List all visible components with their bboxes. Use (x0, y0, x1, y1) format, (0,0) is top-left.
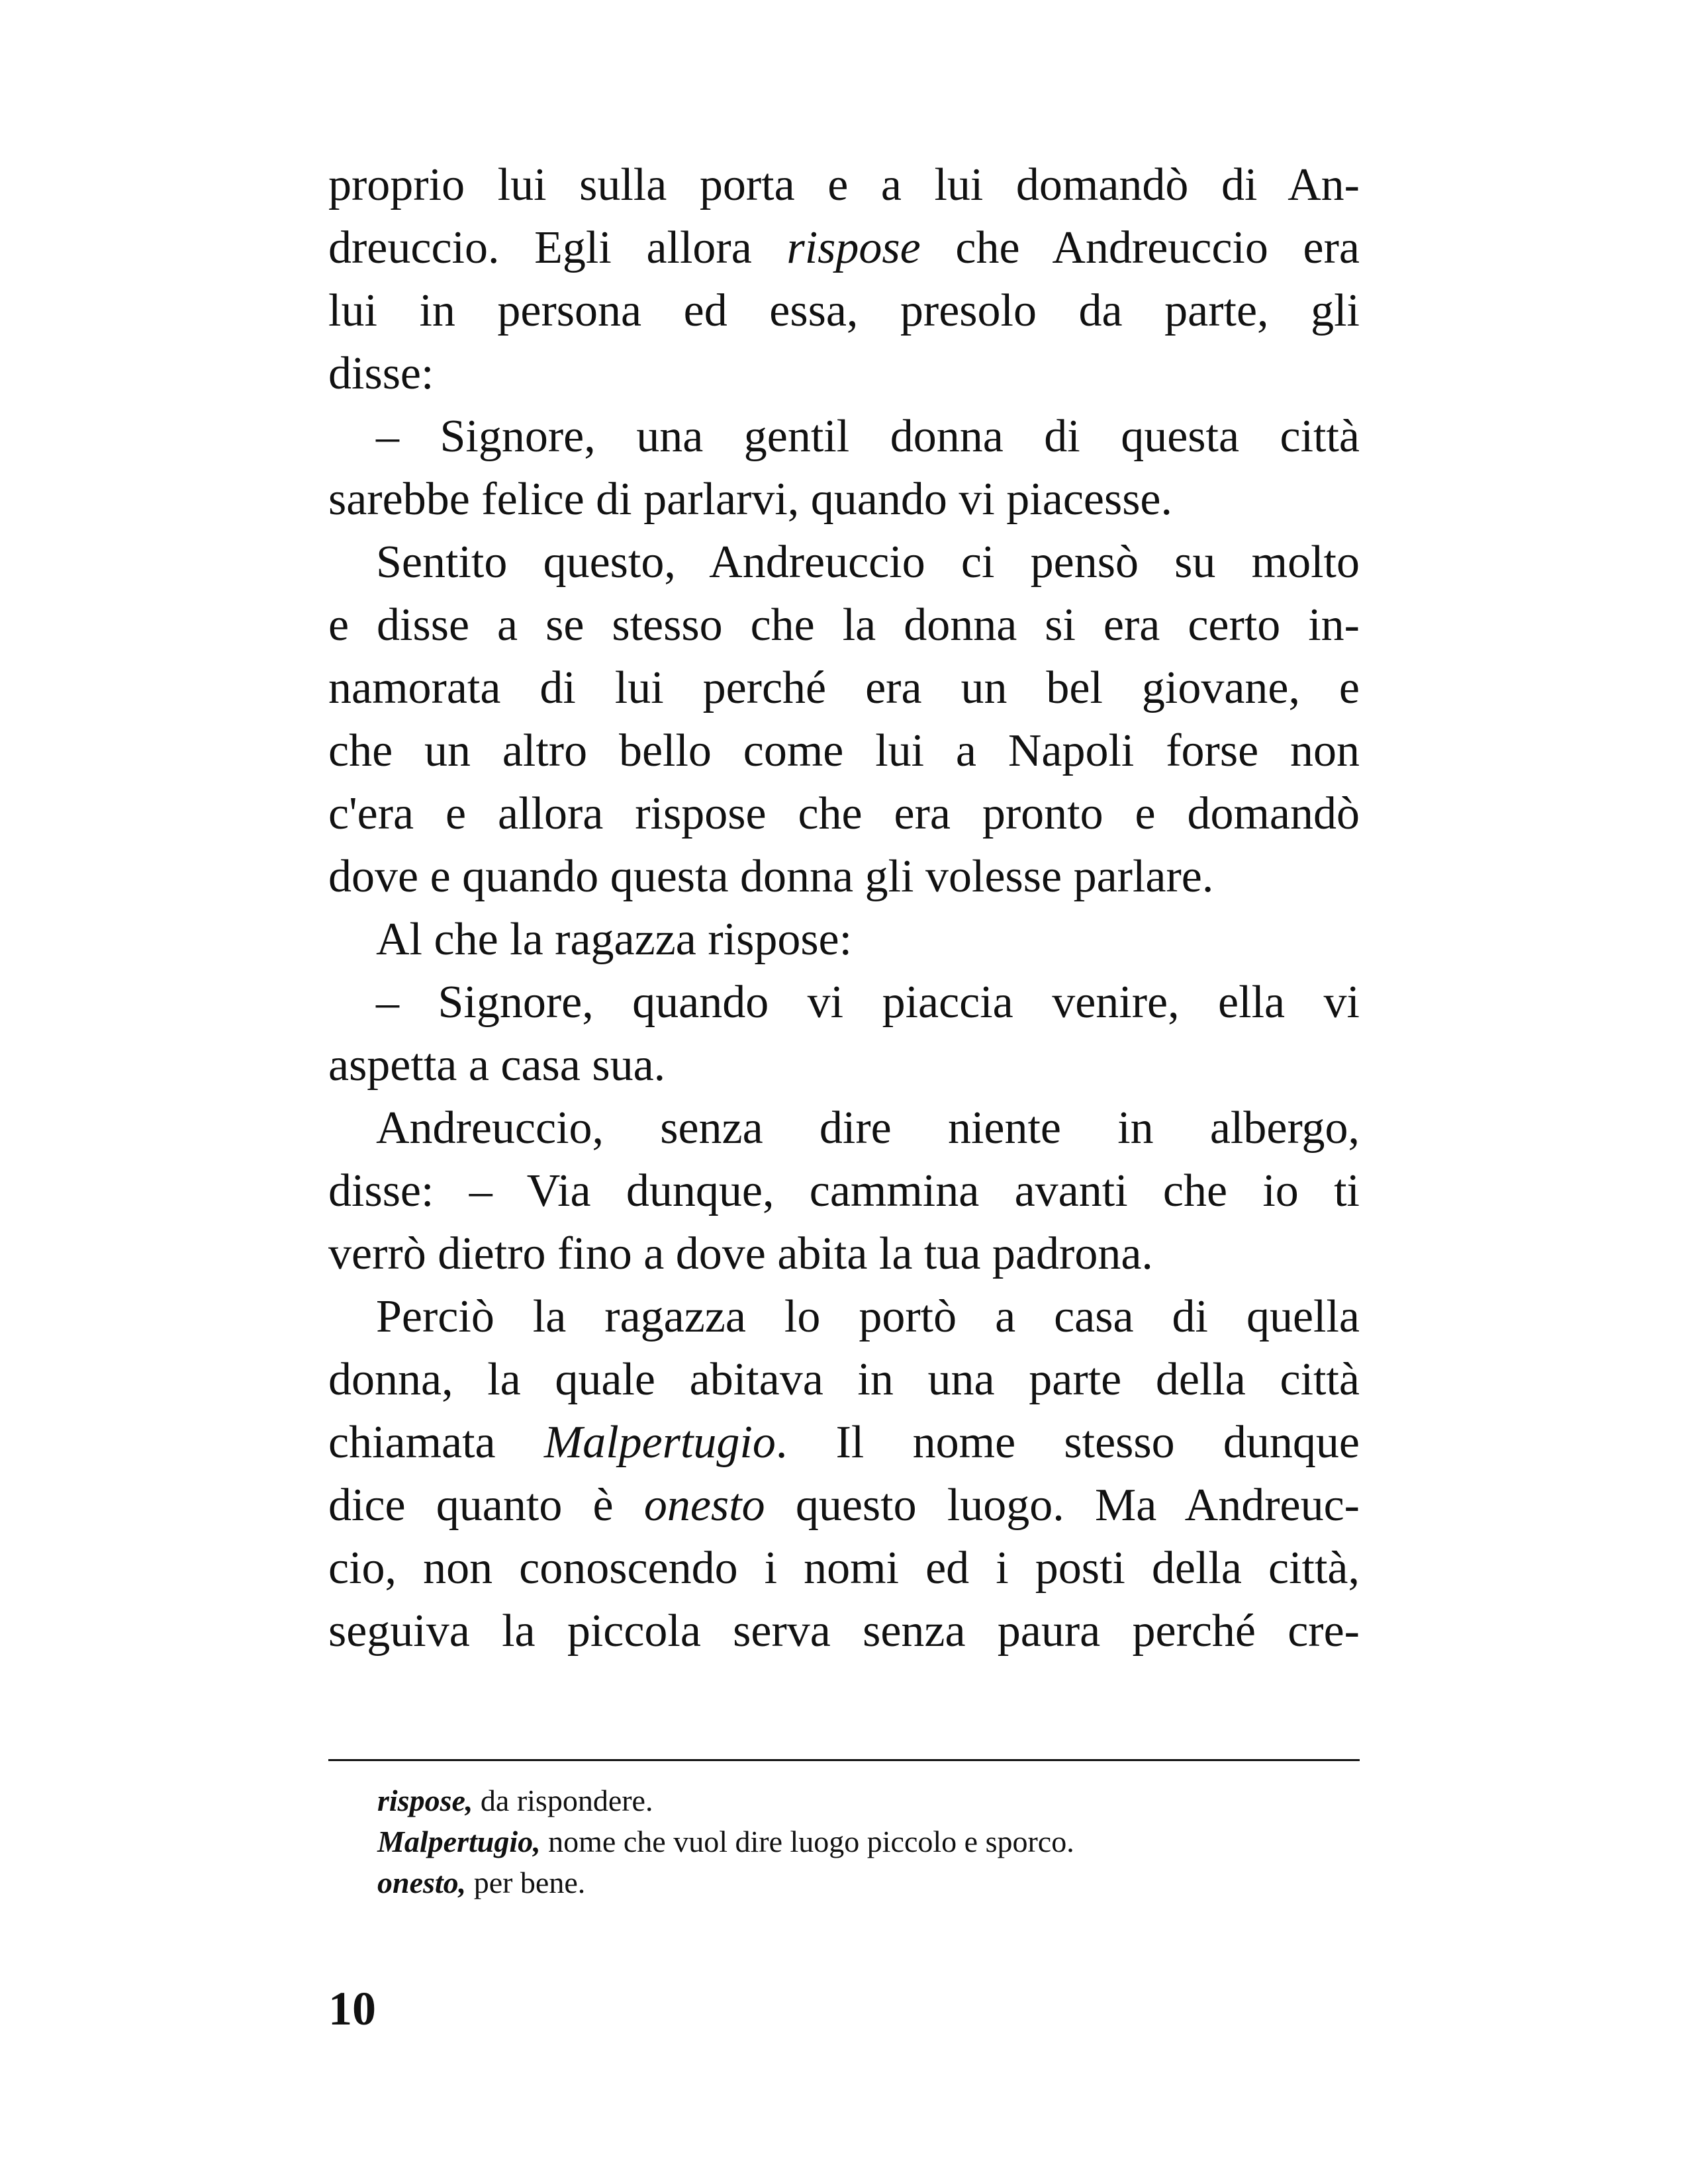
text-line: disse: (328, 348, 434, 399)
page-number: 10 (328, 1982, 376, 2035)
footnote-term: Malpertugio, (377, 1825, 541, 1858)
text-line: c'era e allora rispose che era pronto e domandò (328, 788, 1360, 839)
text-line: Andreuccio, senza dire niente in albergo, (376, 1103, 1360, 1154)
footnote-divider (328, 1759, 1360, 1761)
footnote-definition: nome che vuol dire luogo piccolo e sporco. (540, 1825, 1074, 1858)
text-line: sarebbe felice di parlarvi, quando vi piacesse. (328, 474, 1173, 525)
text-line: aspetta a casa sua. (328, 1040, 666, 1091)
glossed-term-rispose: rispose (786, 222, 921, 273)
footnote-item (377, 1780, 1357, 1821)
text-line: – Signore, una gentil donna di questa città (376, 411, 1360, 462)
text-line: e disse a se stesso che la donna si era certo in- (328, 600, 1360, 651)
footnote-term: rispose, (377, 1784, 473, 1817)
footnote-item (377, 1821, 1357, 1862)
footnote-item (377, 1862, 1357, 1903)
footnote-term: onesto, (377, 1866, 467, 1899)
glossed-term-malpertugio: Malpertugio (543, 1417, 776, 1468)
text-line: namorata di lui perché era un bel giovane, e (328, 662, 1360, 713)
text-line: Perciò la ragazza lo portò a casa di quella (376, 1291, 1360, 1342)
footnotes (377, 1780, 1357, 1903)
footnote-definition: da rispondere. (473, 1784, 653, 1817)
text-line: chiamata Malpertugio. Il nome stesso dunque (328, 1417, 1360, 1468)
text-line: proprio lui sulla porta e a lui domandò di An- (328, 159, 1360, 210)
text-line: Sentito questo, Andreuccio ci pensò su molto (376, 537, 1360, 588)
footnote-definition: per bene. (466, 1866, 586, 1899)
text-line: lui in persona ed essa, presolo da parte, gli (328, 285, 1360, 336)
text-line: verrò dietro fino a dove abita la tua padrona. (328, 1228, 1153, 1279)
text-line: Al che la ragazza rispose: (376, 914, 853, 965)
text-line: cio, non conoscendo i nomi ed i posti della città, (328, 1543, 1360, 1594)
text-line: disse: – Via dunque, cammina avanti che io ti (328, 1165, 1360, 1216)
text-line: che un altro bello come lui a Napoli forse non (328, 725, 1360, 776)
text-line: donna, la quale abitava in una parte della città (328, 1354, 1360, 1405)
text-line: – Signore, quando vi piaccia venire, ella vi (376, 977, 1360, 1028)
text-line: seguiva la piccola serva senza paura perché cre- (328, 1606, 1360, 1657)
body-text (328, 154, 1360, 1662)
text-line: dreuccio. Egli allora rispose che Andreuccio era (328, 222, 1360, 273)
text-line: dice quanto è onesto questo luogo. Ma Andreuc- (328, 1480, 1360, 1531)
glossed-term-onesto: onesto (643, 1480, 765, 1531)
text-line: dove e quando questa donna gli volesse parlare. (328, 851, 1214, 902)
